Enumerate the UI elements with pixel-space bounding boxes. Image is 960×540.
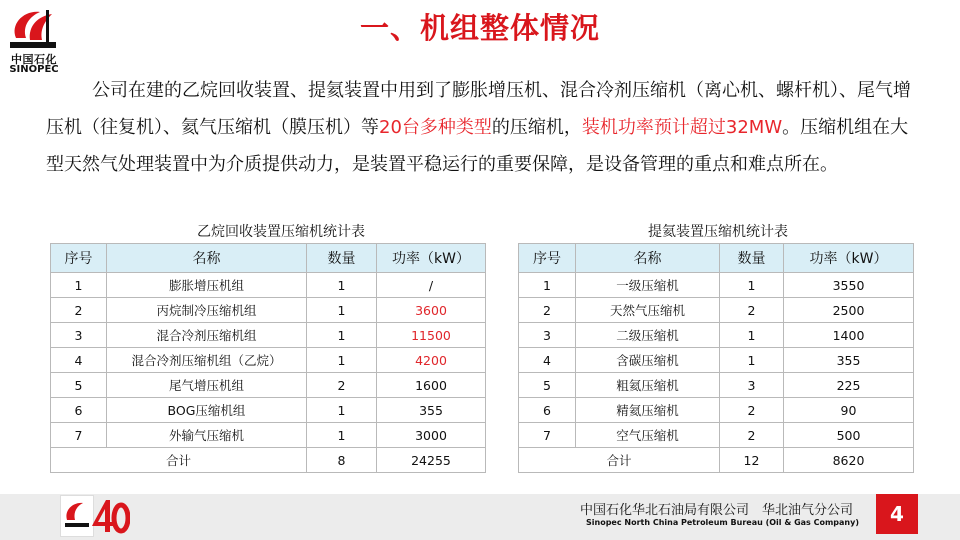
cell-name: 混合冷剂压缩机组（乙烷） [107, 348, 307, 373]
para-part-1: 公司在建的乙烷回收装置、提氦装置中用到了膨胀增压机、混合冷剂压缩机（离心机、螺杆机）、尾气增压机（往复机）、氦气压缩机（膜压机）等 [46, 80, 911, 138]
table-row [51, 398, 486, 423]
para-part-3: 。压缩机组在大型天然气处理装置中为介质提供动力，是装置平稳运行的重要保障，是设备管理的重点和难点所在。 [46, 117, 909, 175]
page-title: 一、机组整体情况 [359, 11, 600, 45]
col-header-qty: 数量 [307, 244, 377, 273]
cell-name: 外输气压缩机 [107, 423, 307, 448]
table-row [51, 273, 486, 298]
cell-qty: 1 [307, 398, 377, 423]
table-row [51, 298, 486, 323]
cell-no: 3 [519, 323, 576, 348]
cell-no: 1 [519, 273, 576, 298]
cell-qty: 1 [307, 423, 377, 448]
cell-qty: 1 [307, 348, 377, 373]
cell-qty: 1 [307, 273, 377, 298]
footer-company-en: Sinopec North China Petroleum Bureau (Oil & Gas Company) [586, 518, 859, 527]
table2-caption: 提氦装置压缩机统计表 [648, 224, 788, 240]
footer-logo [60, 495, 94, 537]
cell-name: 丙烷制冷压缩机组 [107, 298, 307, 323]
cell-qty: 1 [720, 273, 784, 298]
cell-name: 粗氦压缩机 [576, 373, 720, 398]
table-row [519, 273, 914, 298]
cell-qty: 2 [720, 298, 784, 323]
table-total-row [51, 448, 486, 473]
cell-qty: 1 [307, 323, 377, 348]
cell-no: 7 [51, 423, 107, 448]
cell-power: 1600 [377, 373, 486, 398]
cell-power: 355 [784, 348, 914, 373]
intro-paragraph [46, 72, 924, 183]
cell-power: 3600 [377, 298, 486, 323]
cell-power: 4200 [377, 348, 486, 373]
footer-company-cn: 中国石化华北石油局有限公司 华北油气分公司 [580, 503, 854, 518]
cell-no: 2 [51, 298, 107, 323]
col-header-qty: 数量 [720, 244, 784, 273]
cell-name: 一级压缩机 [576, 273, 720, 298]
cell-no: 5 [51, 373, 107, 398]
table-header-row [51, 244, 486, 273]
cell-name: 含碳压缩机 [576, 348, 720, 373]
col-header-power: 功率（kW） [784, 244, 914, 273]
footer-bar [0, 494, 960, 540]
col-header-power: 功率（kW） [377, 244, 486, 273]
cell-power: / [377, 273, 486, 298]
cell-qty: 2 [307, 373, 377, 398]
cell-power: 90 [784, 398, 914, 423]
total-power: 24255 [377, 448, 486, 473]
table-row [519, 398, 914, 423]
total-label: 合计 [519, 448, 720, 473]
col-header-name: 名称 [576, 244, 720, 273]
cell-no: 1 [51, 273, 107, 298]
cell-name: 精氦压缩机 [576, 398, 720, 423]
cell-name: 混合冷剂压缩机组 [107, 323, 307, 348]
logo-en-text: SINOPEC [9, 64, 59, 75]
para-highlight-1: 20台多种类型 [379, 117, 492, 138]
table-row [519, 298, 914, 323]
cell-name: BOG压缩机组 [107, 398, 307, 423]
cell-qty: 1 [307, 298, 377, 323]
ethane-compressor-table [50, 243, 486, 473]
cell-no: 4 [51, 348, 107, 373]
table-row [51, 323, 486, 348]
logo-cn-text: 中国石化 [11, 53, 57, 66]
cell-power: 500 [784, 423, 914, 448]
cell-name: 天然气压缩机 [576, 298, 720, 323]
sinopec-small-emblem-icon [61, 496, 93, 536]
cell-name: 空气压缩机 [576, 423, 720, 448]
helium-compressor-table [518, 243, 914, 473]
cell-no: 2 [519, 298, 576, 323]
col-header-no: 序号 [51, 244, 107, 273]
total-power: 8620 [784, 448, 914, 473]
cell-power: 11500 [377, 323, 486, 348]
cell-name: 膨胀增压机组 [107, 273, 307, 298]
table-row [51, 373, 486, 398]
total-qty: 8 [307, 448, 377, 473]
cell-name: 二级压缩机 [576, 323, 720, 348]
cell-power: 355 [377, 398, 486, 423]
cell-name: 尾气增压机组 [107, 373, 307, 398]
anniversary-40-icon [90, 494, 130, 536]
page-number-badge: 4 [876, 494, 918, 534]
table-row [519, 348, 914, 373]
table-header-row [519, 244, 914, 273]
table-row [51, 348, 486, 373]
cell-power: 2500 [784, 298, 914, 323]
table-total-row [519, 448, 914, 473]
table2-body [519, 273, 914, 473]
cell-no: 3 [51, 323, 107, 348]
table-row [519, 423, 914, 448]
col-header-name: 名称 [107, 244, 307, 273]
cell-power: 225 [784, 373, 914, 398]
cell-power: 1400 [784, 323, 914, 348]
cell-qty: 3 [720, 373, 784, 398]
para-part-2: 的压缩机， [491, 117, 582, 138]
table-row [519, 323, 914, 348]
cell-no: 6 [519, 398, 576, 423]
cell-no: 4 [519, 348, 576, 373]
table1-body [51, 273, 486, 473]
cell-no: 5 [519, 373, 576, 398]
col-header-no: 序号 [519, 244, 576, 273]
cell-no: 7 [519, 423, 576, 448]
total-label: 合计 [51, 448, 307, 473]
cell-qty: 2 [720, 423, 784, 448]
cell-qty: 1 [720, 348, 784, 373]
total-qty: 12 [720, 448, 784, 473]
cell-power: 3550 [784, 273, 914, 298]
cell-no: 6 [51, 398, 107, 423]
table1-caption: 乙烷回收装置压缩机统计表 [197, 224, 365, 240]
table-row [519, 373, 914, 398]
cell-power: 3000 [377, 423, 486, 448]
cell-qty: 2 [720, 398, 784, 423]
table-row [51, 423, 486, 448]
para-highlight-2: 装机功率预计超过32MW [581, 117, 783, 138]
cell-qty: 1 [720, 323, 784, 348]
